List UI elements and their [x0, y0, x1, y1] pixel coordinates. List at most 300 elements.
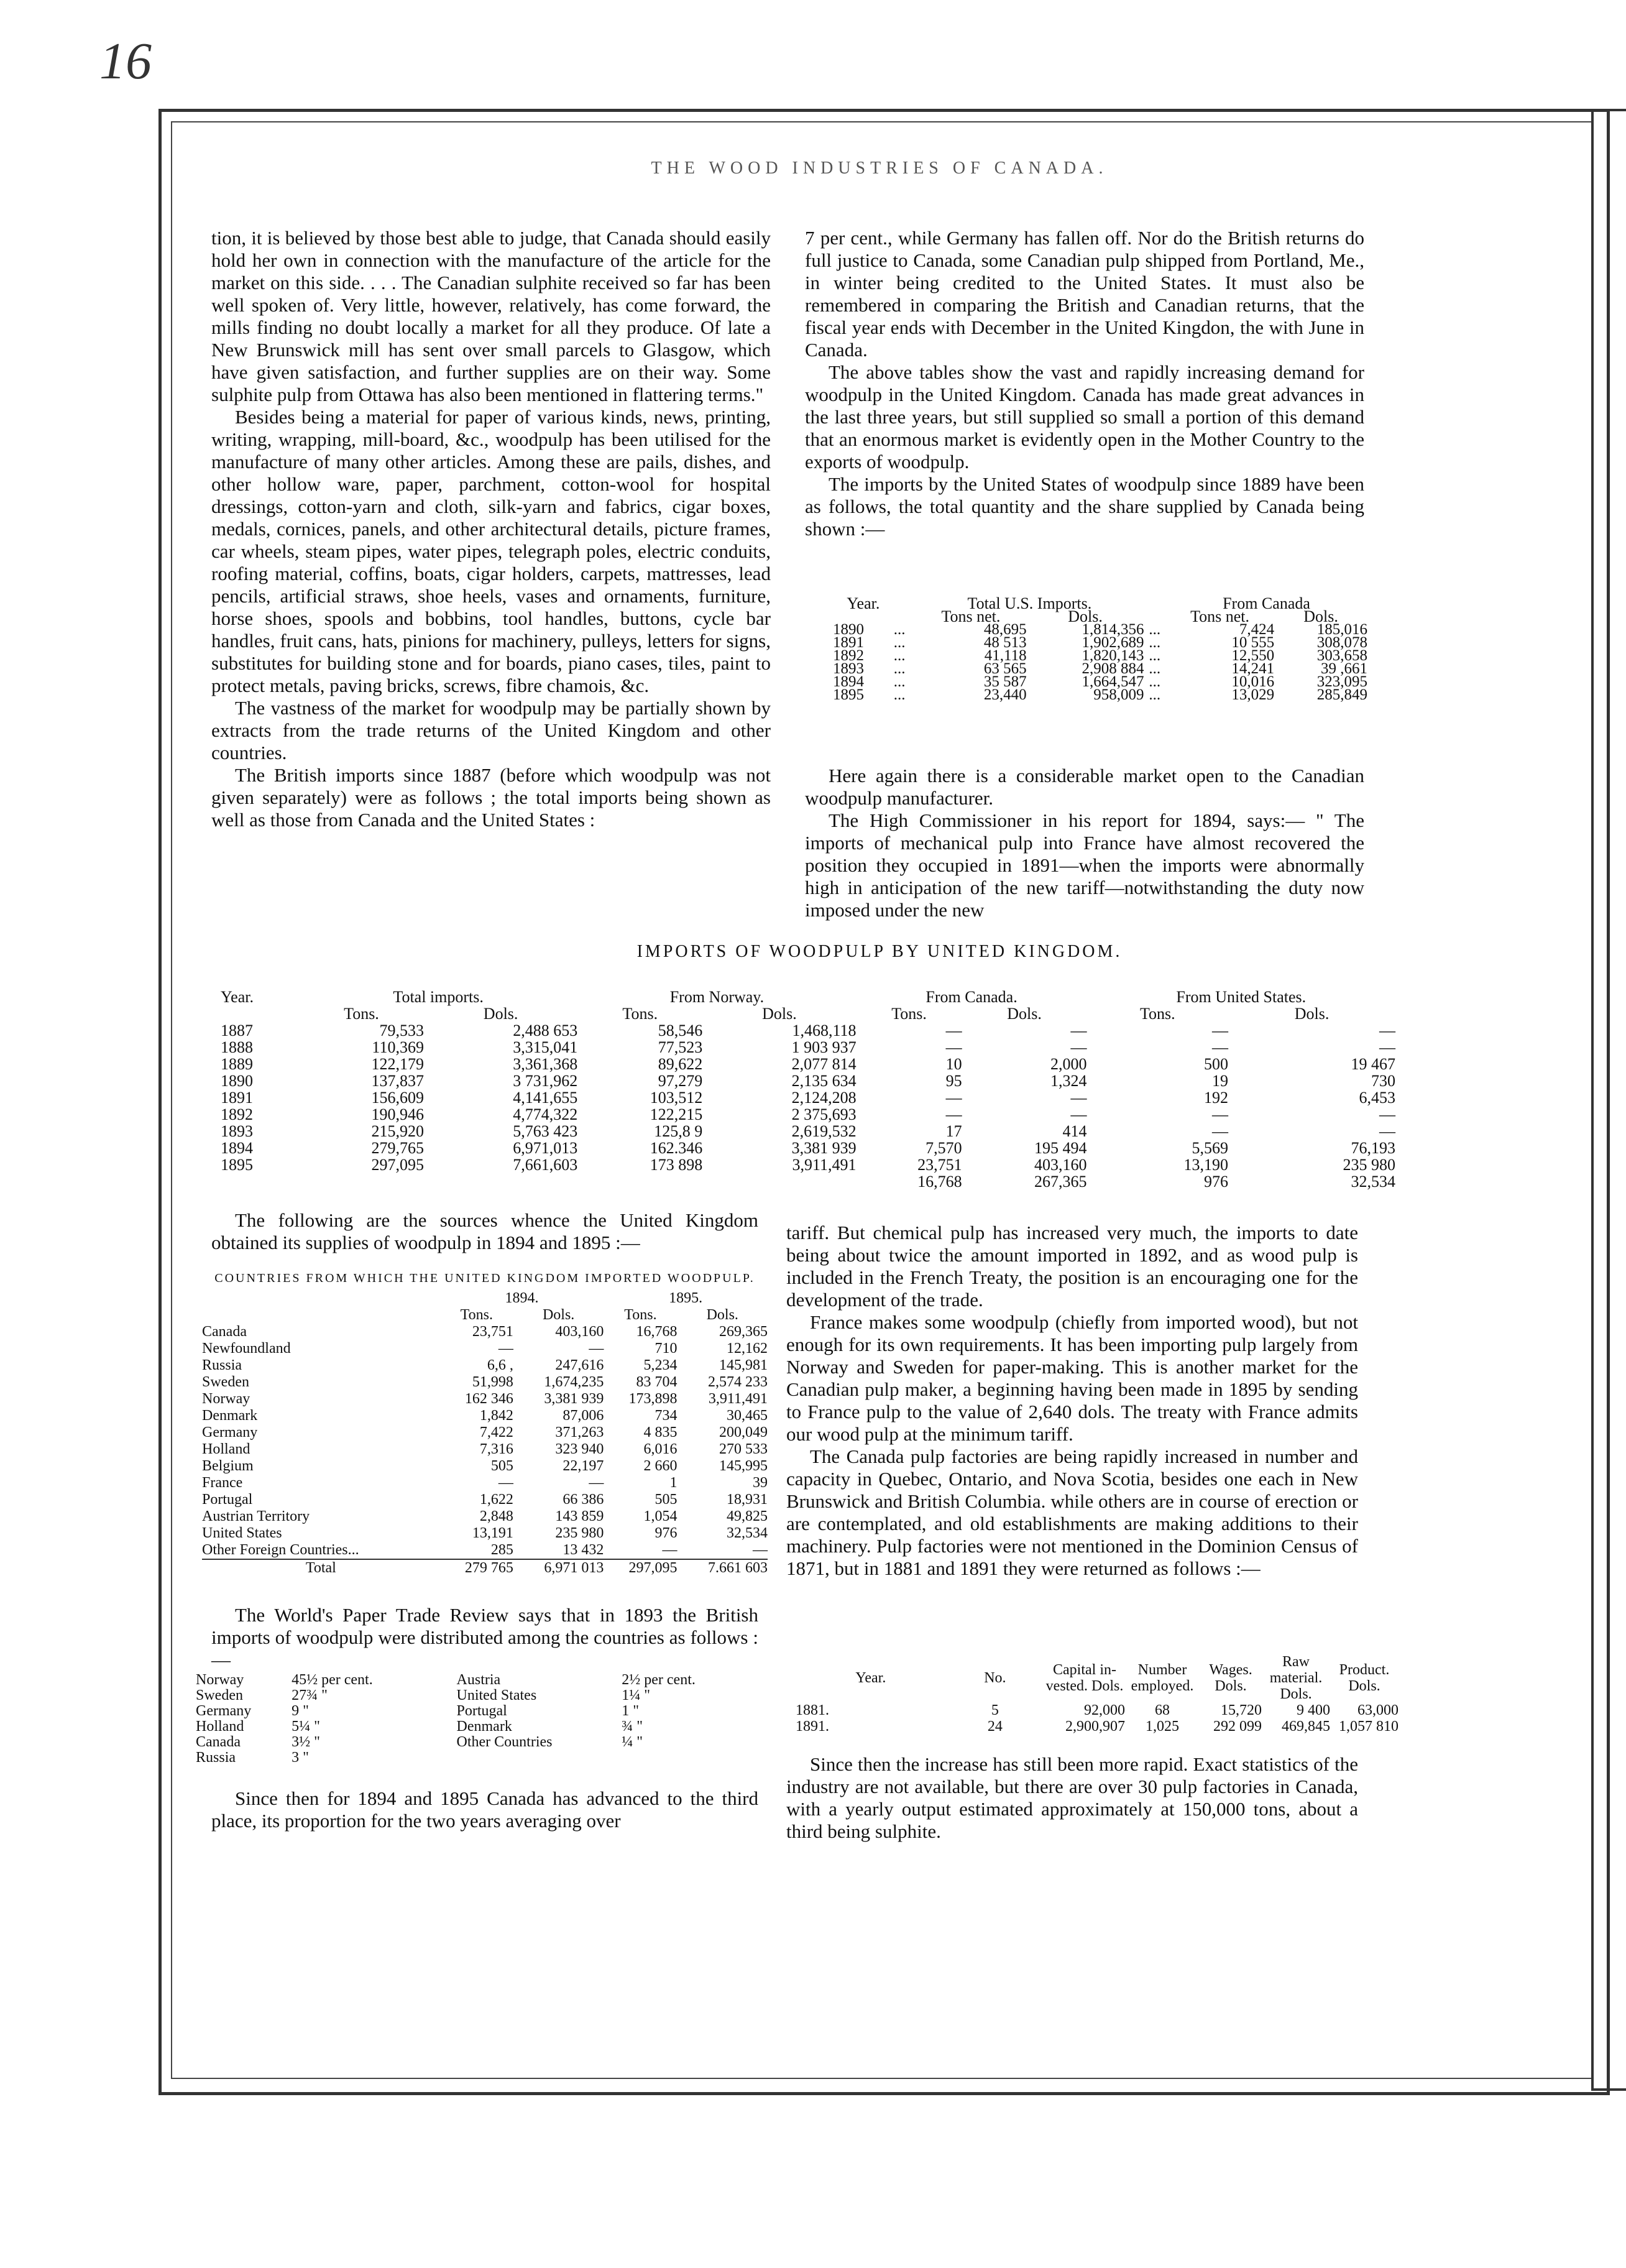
- table-cell: 1 903 937: [791, 1038, 857, 1056]
- uk-imports-table: [221, 989, 1395, 1190]
- table-header-row: [796, 1654, 1399, 1702]
- table-cell: 1: [669, 1475, 678, 1491]
- table-cell: 13,191: [472, 1525, 513, 1541]
- table-cell: Austria: [456, 1672, 501, 1688]
- paragraph: Since then for 1894 and 1895 Canada has advanced to the third place, its proportion for the two years averaging over: [211, 1787, 758, 1832]
- table-cell: 292 099: [1213, 1718, 1262, 1735]
- table-cell: 7.661 603: [708, 1560, 768, 1576]
- table-cell: 63 565: [983, 660, 1027, 677]
- table-cell: 4 835: [643, 1424, 678, 1441]
- table-row: [221, 1089, 1395, 1106]
- table-cell: —: [1379, 1122, 1395, 1140]
- table-cell: [299, 1173, 424, 1190]
- table-cell: —: [1379, 1038, 1395, 1056]
- table-cell: 41,118: [984, 647, 1027, 664]
- table-subheader-row: [202, 1307, 768, 1324]
- table-row: [202, 1491, 768, 1508]
- table-cell: 308,078: [1316, 634, 1367, 651]
- table-cell: —: [1070, 1021, 1087, 1040]
- table-cell: 269,365: [719, 1324, 768, 1340]
- column-header: Number employed.: [1131, 1662, 1194, 1694]
- table-cell: —: [945, 1105, 962, 1123]
- table-row: [202, 1424, 768, 1441]
- table-cell: 1892: [833, 647, 864, 664]
- table-cell: 1,664,547: [1082, 673, 1144, 690]
- table-cell: —: [1379, 1105, 1395, 1123]
- table-row: 1895 ... 23,440 958,009 ... 13,029 285,849: [833, 686, 1367, 703]
- table-cell: 1891: [833, 634, 864, 651]
- table-cell: —: [945, 1038, 962, 1056]
- table-cell: 5,763 423: [513, 1122, 578, 1140]
- table-row: [202, 1391, 768, 1408]
- table-row: [221, 1022, 1395, 1039]
- table-cell: 58,546: [658, 1021, 703, 1040]
- review-distribution-table: [196, 1672, 749, 1766]
- table-cell: 1,622: [479, 1491, 513, 1508]
- column-header: Product. Dols.: [1339, 1662, 1390, 1694]
- table-row: [196, 1719, 749, 1735]
- paragraph: France makes some woodpulp (chiefly from imported wood), but not enough for its own requirements. It has been importing pulp largely from Norway and Sweden for paper-making. This is another market for the Canadian pulp maker, a beginning having been made in 1895 by sending to France pulp to the value of 2,640 dols. The treaty with France admits our wood pulp at the minimum tariff.: [786, 1311, 1358, 1445]
- table-cell: 16,768: [636, 1324, 678, 1340]
- table-cell: 173 898: [650, 1156, 703, 1174]
- table-cell: 10: [945, 1055, 962, 1073]
- table-cell: 235 980: [555, 1525, 604, 1541]
- table-cell: 403,160: [555, 1324, 604, 1340]
- table-row: [221, 1156, 1395, 1173]
- table-cell: 162 346: [464, 1391, 513, 1407]
- table-cell: 730: [1371, 1072, 1395, 1090]
- table-cell: 1,025: [1146, 1718, 1179, 1735]
- column-subheader: Dols.: [706, 1307, 738, 1323]
- right-column-mid: [805, 765, 1364, 921]
- paragraph: tariff. But chemical pulp has increased very much, the imports to date being about twice the amount imported in 1892, and as wood pulp is included in the French Treaty, the position is an encouraging one for the development of the trade.: [786, 1222, 1358, 1311]
- column-subheader: Tons net.: [941, 607, 1001, 625]
- table-cell: 89,622: [658, 1055, 703, 1073]
- table-cell: 6,971,013: [513, 1139, 578, 1157]
- table-cell: 22,197: [563, 1458, 604, 1474]
- table-row: 1890 ... 48,695 1,814,356 ... 7,424 185,016: [833, 621, 1367, 638]
- table-cell: 500: [1204, 1055, 1229, 1073]
- table-cell: 1894: [221, 1139, 253, 1157]
- column-header: Capital in-vested. Dols.: [1045, 1662, 1124, 1694]
- table-cell: 323,095: [1316, 673, 1367, 690]
- column-header: From Canada: [1223, 594, 1310, 612]
- table-cell: 68: [1155, 1702, 1170, 1718]
- table-cell: 10,016: [1231, 673, 1275, 690]
- column-subheader: Dols.: [542, 1307, 575, 1323]
- table-cell: 1881.: [796, 1702, 829, 1718]
- table-cell: 505: [490, 1458, 513, 1474]
- column-header: Year.: [847, 594, 880, 612]
- table-cell: 6,453: [1359, 1089, 1395, 1107]
- table-cell: 235 980: [1343, 1156, 1395, 1174]
- table-cell: 49,825: [727, 1508, 768, 1524]
- table-cell: 173,898: [628, 1391, 678, 1407]
- table-cell: 2 375,693: [791, 1105, 857, 1123]
- table-cell: 5¼ ": [292, 1718, 320, 1735]
- table-cell: 9 ": [292, 1703, 309, 1719]
- table-total-row: [202, 1559, 768, 1577]
- us-imports-table: [833, 594, 1367, 703]
- table-row: 1891 ... 48 513 1,902,689 ... 10 555 308,078: [833, 634, 1367, 651]
- table-cell: 3 731,962: [513, 1072, 578, 1090]
- column-subheader: Dols.: [483, 1005, 518, 1023]
- table-cell: Russia: [202, 1357, 242, 1373]
- table-cell: 48,695: [983, 621, 1027, 638]
- table-cell: 3,381 939: [791, 1139, 857, 1157]
- paragraph: The Canada pulp factories are being rapidly increased in number and capacity in Quebec, Ontario, and Nova Scotia, besides one each in New Brunswick and British Columbia. while others are in course of erection or are contemplated, and old establishments are making additions to their machinery. Pulp factories were not mentioned in the Dominion Census of 1871, but in 1881 and 1891 they were returned as follows :—: [786, 1445, 1358, 1579]
- table-cell: 1¼ ": [622, 1687, 651, 1703]
- column-header: From Canada.: [926, 988, 1017, 1006]
- table-cell: 79,533: [379, 1021, 424, 1040]
- table-cell: Holland: [196, 1718, 244, 1735]
- table-cell: Belgium: [202, 1458, 254, 1474]
- table-cell: 30,465: [727, 1408, 768, 1424]
- table-row: 1893 ... 63 565 2,908 884 ... 14,241 39 ,661: [833, 660, 1367, 677]
- table-cell: 2½ per cent.: [622, 1672, 696, 1688]
- table-cell: 45½ per cent.: [292, 1672, 373, 1688]
- table-cell: 297,095: [371, 1156, 424, 1174]
- table-cell: 76,193: [1351, 1139, 1395, 1157]
- table-cell: 51,998: [472, 1374, 513, 1390]
- table-cell: 215,920: [371, 1122, 424, 1140]
- table-cell: 192: [1204, 1089, 1229, 1107]
- table-cell: Norway: [196, 1672, 244, 1688]
- table-cell: 19 467: [1351, 1055, 1395, 1073]
- table-cell: Norway: [202, 1391, 250, 1407]
- table-cell: United States: [456, 1687, 537, 1703]
- table-cell: 1894: [833, 673, 864, 690]
- table-row: [202, 1508, 768, 1525]
- paragraph: The British imports since 1887 (before which woodpulp was not given separately) were as follows ; the total imports being shown as well as those from Canada and the United States :: [211, 764, 771, 831]
- table-cell: —: [498, 1340, 513, 1357]
- table-cell: 13,029: [1231, 686, 1275, 703]
- column-subheader: Dols.: [1303, 607, 1338, 625]
- table-cell: 2,848: [479, 1508, 513, 1524]
- column-header: Total U.S. Imports.: [967, 594, 1092, 612]
- table-cell: 2,619,532: [791, 1122, 857, 1140]
- table-cell: 1890: [221, 1072, 253, 1090]
- table-cell: 371,263: [555, 1424, 604, 1441]
- table-cell: 3,381 939: [544, 1391, 604, 1407]
- table-cell: 14,241: [1231, 660, 1275, 677]
- right-column-bottom: [786, 1222, 1358, 1580]
- table-cell: 1892: [221, 1105, 253, 1123]
- column-header: No.: [984, 1670, 1006, 1686]
- table-cell: —: [1212, 1122, 1229, 1140]
- table-cell: 83 704: [636, 1374, 678, 1390]
- countries-table-title: COUNTRIES FROM WHICH THE UNITED KINGDOM IMPORTED WOODPULP.: [214, 1271, 755, 1285]
- table-cell: —: [589, 1475, 604, 1491]
- table-cell: 27¾ ": [292, 1687, 328, 1703]
- table-row: [202, 1441, 768, 1458]
- table-cell: 3,361,368: [513, 1055, 578, 1073]
- table-row: [221, 1056, 1395, 1072]
- table-cell: 1,902,689: [1082, 634, 1144, 651]
- table-cell: 2,124,208: [791, 1089, 857, 1107]
- table-cell: 1,842: [479, 1408, 513, 1424]
- table-cell: —: [1212, 1038, 1229, 1056]
- uk-table-title: IMPORTS OF WOODPULP BY UNITED KINGDOM.: [636, 942, 1123, 961]
- table-cell: 122,215: [650, 1105, 703, 1123]
- table-cell: 1895: [833, 686, 864, 703]
- table-cell: 734: [655, 1408, 678, 1424]
- table-cell: United States: [202, 1525, 282, 1541]
- table-cell: Denmark: [456, 1718, 512, 1735]
- census-table: [796, 1654, 1399, 1735]
- table-row: [221, 1039, 1395, 1056]
- paragraph: Besides being a material for paper of various kinds, news, printing, writing, wrapping, mill-board, &c., woodpulp has been utilised for the manufacture of many other articles. Among these are pails, dishes, and other hollow ware, paper, parchment, cotton-wool for hospital dressings, cotton-yarn and cloth, silk-yarn and fabrics, cigar boxes, medals, cornices, panels, and other architectural details, picture frames, car wheels, steam pipes, water pipes, telegraph poles, electric conduits, roofing material, coffins, boats, cigar holders, carpets, mattresses, lead pencils, artificial straws, shoe heels, vases and ornaments, furniture, horse shoes, spools and bobbins, tool handles, buttons, cycle bar handles, fruit cans, hats, pinions for machinery, pulleys, letters for signs, substitutes for building stone and for boards, piano cases, tiles, paint to protect metals, paving bricks, screws, fibre chamois, &c.: [211, 406, 771, 696]
- table-cell: 5,569: [1192, 1139, 1229, 1157]
- column-subheader: Tons.: [460, 1307, 493, 1323]
- countries-table: [202, 1290, 768, 1577]
- table-cell: 110,369: [372, 1038, 424, 1056]
- table-cell: 4,141,655: [513, 1089, 578, 1107]
- table-cell: 63,000: [1357, 1702, 1399, 1718]
- column-subheader: Tons net.: [1190, 607, 1250, 625]
- table-cell: 710: [655, 1340, 678, 1357]
- table-cell: 1,814,356: [1082, 621, 1144, 638]
- adjacent-page-edge: [1591, 109, 1626, 2091]
- table-cell: 19: [1212, 1072, 1229, 1090]
- table-row: [202, 1340, 768, 1357]
- table-cell: 7,422: [479, 1424, 513, 1441]
- table-cell: 9 400: [1297, 1702, 1330, 1718]
- table-cell: 145,995: [719, 1458, 768, 1474]
- table-cell: [221, 1173, 299, 1190]
- table-cell: 137,837: [371, 1072, 424, 1090]
- table-cell: 1891: [221, 1089, 253, 1107]
- table-cell: 1,324: [1050, 1072, 1087, 1090]
- table-cell: 32,534: [727, 1525, 768, 1541]
- table-subheader-row: [221, 1005, 1395, 1022]
- column-subheader: Dols.: [1068, 607, 1103, 625]
- table-cell: 15,720: [1221, 1702, 1262, 1718]
- table-cell: —: [1070, 1105, 1087, 1123]
- column-header: Total imports.: [393, 988, 484, 1006]
- table-cell: —: [1212, 1021, 1229, 1040]
- table-cell: 279 765: [464, 1560, 513, 1576]
- table-row: 1894 ... 35 587 1,664,547 ... 10,016 323,095: [833, 673, 1367, 690]
- handwritten-page-number: 16: [99, 32, 152, 90]
- left-column-top: [211, 227, 771, 831]
- table-cell: 39: [753, 1475, 768, 1491]
- paragraph: 7 per cent., while Germany has fallen off. Nor do the British returns do full justice to Canada, some Canadian pulp shipped from Portland, Me., in winter being credited to the United States. It must also be remembered in comparing the British and Canadian returns, that the fiscal year ends with December in the United Kingdon, the with June in Canada.: [805, 227, 1364, 361]
- column-subheader: Tons.: [891, 1005, 927, 1023]
- table-cell: 6,6 ,: [487, 1357, 513, 1373]
- table-cell: 285,849: [1316, 686, 1367, 703]
- table-cell: 2,574 233: [708, 1374, 768, 1390]
- column-header: 1894.: [505, 1290, 539, 1306]
- table-cell: 7,661,603: [513, 1156, 578, 1174]
- column-header: Wages. Dols.: [1209, 1662, 1252, 1694]
- table-cell: 195 494: [1034, 1139, 1087, 1157]
- paragraph: The World's Paper Trade Review says that in 1893 the British imports of woodpulp were distributed among the countries as follows :—: [211, 1604, 758, 1671]
- table-cell: 1890: [833, 621, 864, 638]
- table-row: [221, 1106, 1395, 1123]
- table-cell: 323 940: [555, 1441, 604, 1457]
- table-cell: 24: [987, 1718, 1003, 1735]
- table-cell: Sweden: [202, 1374, 249, 1390]
- table-cell: 12,550: [1231, 647, 1275, 664]
- table-cell: Russia: [196, 1749, 236, 1766]
- table-cell: 270 533: [719, 1441, 768, 1457]
- column-subheader: Tons.: [624, 1307, 657, 1323]
- table-cell: 77,523: [658, 1038, 703, 1056]
- table-cell: 3 ": [292, 1749, 309, 1766]
- table-cell: 95: [945, 1072, 962, 1090]
- table-row: [196, 1750, 749, 1766]
- table-cell: 103,512: [650, 1089, 703, 1107]
- table-row: [196, 1703, 749, 1719]
- table-cell: 1,820,143: [1082, 647, 1144, 664]
- table-cell: 3,911,491: [792, 1156, 857, 1174]
- table-cell: 23,751: [917, 1156, 962, 1174]
- table-cell: 279,765: [371, 1139, 424, 1157]
- table-cell: 1,674,235: [544, 1374, 604, 1390]
- table-cell: [577, 1173, 702, 1190]
- table-cell: 1,468,118: [792, 1021, 857, 1040]
- table-cell: 48 513: [983, 634, 1027, 651]
- table-cell: 162.346: [650, 1139, 703, 1157]
- column-subheader: Dols.: [762, 1005, 797, 1023]
- table-cell: 1,057 810: [1339, 1718, 1399, 1735]
- table-cell: 1893: [221, 1122, 253, 1140]
- table-cell: —: [662, 1542, 678, 1558]
- column-subheader: Tons.: [622, 1005, 658, 1023]
- table-cell: Germany: [196, 1703, 252, 1719]
- table-cell: 505: [655, 1491, 678, 1508]
- paragraph: Since then the increase has still been more rapid. Exact statistics of the industry are not available, but there are over 30 pulp factories in Canada, with a yearly output estimated approximately at 150,000 tons, about a third being sulphite.: [786, 1753, 1358, 1842]
- right-column-top: [805, 227, 1364, 540]
- table-cell: —: [945, 1089, 962, 1107]
- column-subheader: Tons.: [344, 1005, 379, 1023]
- table-cell: 97,279: [658, 1072, 703, 1090]
- table-cell: 200,049: [719, 1424, 768, 1441]
- column-header: Year.: [221, 988, 254, 1006]
- table-cell: 3,911,491: [708, 1391, 768, 1407]
- table-cell: 16,768: [917, 1173, 962, 1191]
- table-cell: —: [498, 1475, 513, 1491]
- table-cell: 303,658: [1316, 647, 1367, 664]
- table-cell: 5,234: [643, 1357, 678, 1373]
- table-cell: 92,000: [1084, 1702, 1125, 1718]
- table-cell: 1889: [221, 1055, 253, 1073]
- table-cell: Sweden: [196, 1687, 243, 1703]
- table-row: [221, 1140, 1395, 1156]
- table-cell: 87,006: [563, 1408, 604, 1424]
- paragraph: The following are the sources whence the United Kingdom obtained its supplies of woodpulp in 1894 and 1895 :—: [211, 1209, 758, 1253]
- table-cell: 1891.: [796, 1718, 829, 1735]
- table-cell: Other Countries: [456, 1734, 553, 1750]
- table-row: [202, 1475, 768, 1491]
- table-cell: 39 ,661: [1321, 660, 1367, 677]
- table-cell: 1893: [833, 660, 864, 677]
- table-cell: 7,316: [479, 1441, 513, 1457]
- table-row: [196, 1688, 749, 1703]
- column-subheader: Dols.: [1294, 1005, 1330, 1023]
- table-cell: 145,981: [719, 1357, 768, 1373]
- table-cell: 6,971 013: [544, 1560, 604, 1576]
- table-cell: —: [589, 1340, 604, 1357]
- table-cell: Austrian Territory: [202, 1508, 310, 1524]
- paragraph: The vastness of the market for woodpulp may be partially shown by extracts from the trade returns of the United Kingdom and other countries.: [211, 697, 771, 763]
- table-cell: Newfoundland: [202, 1340, 291, 1357]
- column-header: Raw material. Dols.: [1269, 1654, 1323, 1702]
- column-subheader: Dols.: [1007, 1005, 1042, 1023]
- table-row: [202, 1357, 768, 1374]
- right-column-final: [786, 1753, 1358, 1843]
- review-paragraph-block: [211, 1604, 758, 1671]
- table-cell: 10 555: [1231, 634, 1275, 651]
- table-cell: 1887: [221, 1021, 253, 1040]
- table-cell: 4,774,322: [513, 1105, 578, 1123]
- table-cell: 23,751: [472, 1324, 513, 1340]
- table-cell: 12,162: [727, 1340, 768, 1357]
- table-cell: ¼ ": [622, 1734, 643, 1750]
- table-cell: 143 859: [555, 1508, 604, 1524]
- table-cell: 5: [991, 1702, 999, 1718]
- table-cell: 976: [1204, 1173, 1229, 1191]
- table-row: [202, 1324, 768, 1340]
- table-row: [202, 1542, 768, 1559]
- table-row: [196, 1672, 749, 1688]
- table-cell: 185,016: [1316, 621, 1367, 638]
- table-cell: 2,135 634: [791, 1072, 857, 1090]
- paragraph: The High Commissioner in his report for 1894, says:— " The imports of mechanical pulp into France have almost recovered the position they occupied in 1891—when the imports were abnormally high in anticipation of the new tariff—notwithstanding the duty now imposed under the new: [805, 809, 1364, 921]
- table-cell: France: [202, 1475, 243, 1491]
- table-cell: 469,845: [1282, 1718, 1330, 1735]
- table-cell: Holland: [202, 1441, 250, 1457]
- table-cell: 2 660: [643, 1458, 678, 1474]
- running-head: THE WOOD INDUSTRIES OF CANADA.: [651, 159, 1108, 178]
- paragraph: tion, it is believed by those best able to judge, that Canada should easily hold her own in connection with the manufacture of the article for the market on this side. . . . The Canadian sulphite received so far has been well spoken of. Very little, however, relatively, has come forward, the mills finding no doubt locally a market for all they produce. Of late a New Brunswick mill has sent over small parcels to Glasgow, which have given satisfaction, and further supplies are on their way. Some sulphite pulp from Ottawa has also been mentioned in flattering terms.": [211, 227, 771, 405]
- table-cell: 7,424: [1239, 621, 1275, 638]
- table-cell: Canada: [196, 1734, 241, 1750]
- column-header: From United States.: [1176, 988, 1307, 1006]
- table-header-row: [202, 1290, 768, 1307]
- table-cell: 32,534: [1351, 1173, 1395, 1191]
- table-cell: 1,054: [643, 1508, 678, 1524]
- column-header: Year.: [855, 1670, 886, 1686]
- table-cell: 1 ": [622, 1703, 640, 1719]
- paragraph: Here again there is a considerable market open to the Canadian woodpulp manufacturer.: [805, 765, 1364, 809]
- table-cell: 6,016: [643, 1441, 678, 1457]
- table-cell: [424, 1173, 577, 1190]
- table-row: [221, 1173, 1395, 1190]
- table-row: [196, 1735, 749, 1750]
- table-cell: 285: [490, 1542, 513, 1558]
- table-header-row: [221, 989, 1395, 1005]
- table-cell: 13 432: [563, 1542, 604, 1558]
- column-header: 1895.: [669, 1290, 703, 1306]
- table-cell: 3½ ": [292, 1734, 320, 1750]
- column-subheader: Tons.: [1139, 1005, 1175, 1023]
- table-cell: 3,315,041: [513, 1038, 578, 1056]
- table-cell: 125,8 9: [654, 1122, 703, 1140]
- table-cell: 297,095: [628, 1560, 678, 1576]
- table-cell: 35 587: [983, 673, 1027, 690]
- table-cell: —: [1379, 1021, 1395, 1040]
- table-cell: 2,908 884: [1082, 660, 1144, 677]
- table-row: [202, 1525, 768, 1542]
- table-cell: —: [1070, 1038, 1087, 1056]
- column-header: From Norway.: [669, 988, 765, 1006]
- table-row: [796, 1718, 1399, 1735]
- table-row: [221, 1072, 1395, 1089]
- table-cell: 414: [1062, 1122, 1087, 1140]
- table-cell: ¾ ": [622, 1718, 643, 1735]
